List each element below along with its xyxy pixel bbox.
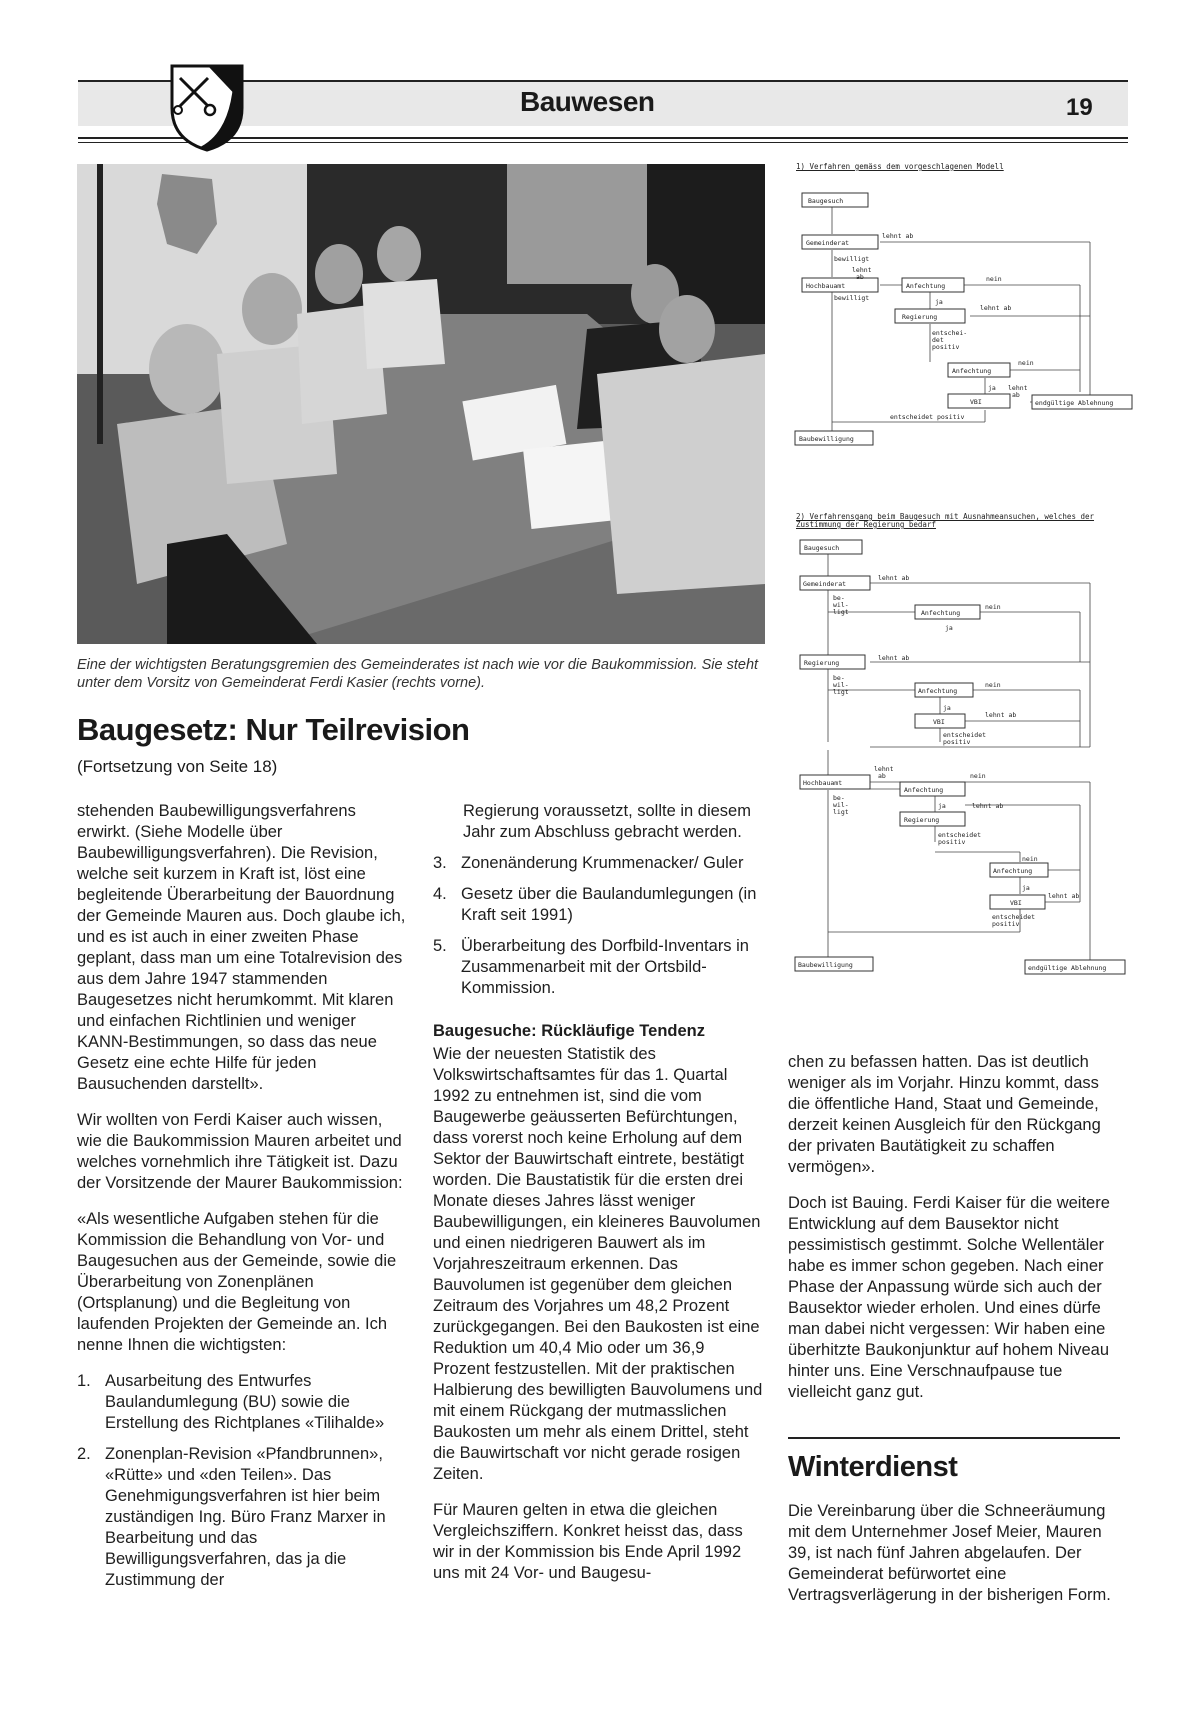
svg-text:Anfechtung: Anfechtung (906, 282, 946, 290)
svg-text:ligt: ligt (833, 808, 849, 816)
svg-text:ab: ab (1012, 391, 1020, 399)
svg-text:Regierung: Regierung (904, 816, 940, 824)
list-item (433, 853, 765, 874)
svg-text:nein: nein (986, 275, 1002, 283)
svg-text:nein: nein (985, 603, 1001, 611)
svg-text:lehnt ab: lehnt ab (972, 802, 1004, 810)
list-text: Ausarbeitung des Entwurfes Baulandumlegung (BU) sowie die Erstellung des Richtplanes «Tilihalde» (105, 1372, 385, 1432)
section-divider (788, 1437, 1120, 1439)
svg-text:lehnt ab: lehnt ab (882, 232, 914, 240)
svg-text:wil-: wil- (833, 681, 849, 689)
svg-text:endgültige Ablehnung: endgültige Ablehnung (1028, 964, 1107, 972)
svg-text:Hochbauamt: Hochbauamt (806, 282, 846, 290)
svg-text:positiv: positiv (932, 343, 960, 351)
svg-text:VBI: VBI (933, 718, 945, 726)
svg-text:nein: nein (985, 681, 1001, 689)
article-continuation: (Fortsetzung von Seite 18) (77, 757, 278, 776)
svg-text:ligt: ligt (833, 688, 849, 696)
list-text: Gesetz über die Baulandumlegungen (in Kraft seit 1991) (461, 885, 757, 924)
svg-text:lehnt ab: lehnt ab (985, 711, 1017, 719)
svg-text:be-: be- (833, 794, 845, 802)
list-number: 3. (433, 854, 447, 872)
svg-text:ab: ab (878, 772, 886, 780)
col2-lead: Regierung voraussetzt, sollte in diesem Jahr zum Abschluss gebracht werden. (463, 802, 751, 841)
svg-text:Anfechtung: Anfechtung (993, 867, 1033, 875)
photo-caption: Eine der wichtigsten Beratungsgremien des Gemeinderates ist nach wie vor die Baukommission. Sie steht unter dem Vorsitz von Gemeinderat Ferdi Kasier (rechts vorne). (77, 657, 759, 691)
svg-text:positiv: positiv (992, 920, 1020, 928)
svg-text:entscheidet: entscheidet (992, 913, 1036, 921)
svg-text:positiv: positiv (938, 838, 966, 846)
list-number: 5. (433, 937, 447, 955)
svg-text:endgültige Ablehnung: endgültige Ablehnung (1035, 399, 1114, 407)
svg-text:bewilligt: bewilligt (834, 294, 870, 302)
svg-text:ja: ja (938, 802, 946, 810)
svg-text:Gemeinderat: Gemeinderat (806, 239, 850, 247)
svg-text:lehnt: lehnt (874, 765, 894, 773)
list-item (77, 1444, 407, 1591)
svg-text:Gemeinderat: Gemeinderat (803, 580, 847, 588)
svg-text:be-: be- (833, 594, 845, 602)
svg-text:Hochbauamt: Hochbauamt (803, 779, 843, 787)
meeting-photo (77, 164, 765, 644)
svg-text:lehnt ab: lehnt ab (878, 654, 910, 662)
svg-text:Anfechtung: Anfechtung (918, 687, 958, 695)
svg-text:ligt: ligt (833, 608, 849, 616)
col3-paragraph: Doch ist Bauing. Ferdi Kaiser für die weitere Entwicklung auf dem Bausektor nicht pessimistisch gestimmt. Solche Wellentäler habe es immer schon gegeben. Nach einer Phase der Anpassung würde sich auch der Bausektor wieder erholen. Und eines dürfe man dabei nicht vergessen: Wir haben eine überhitzte Baukonjunktur auf hohem Niveau hinter uns. Eine Verschnaufpause tue vielleicht ganz gut. (788, 1194, 1110, 1401)
diagram-1-title: 1) Verfahren gemäss dem vorgeschlagenen Modell (796, 162, 1004, 171)
svg-text:Baugesuch: Baugesuch (808, 197, 844, 205)
coat-of-arms-icon (168, 62, 246, 152)
svg-text:entscheidet: entscheidet (938, 831, 982, 839)
svg-text:Baubewilligung: Baubewilligung (799, 435, 854, 443)
page-number: 19 (1066, 94, 1093, 121)
col1-paragraph: Wir wollten von Ferdi Kaiser auch wissen, wie die Baukommission Mauren arbeitet und welches vornehmlich ihre Tätigkeit ist. Dazu der Vorsitzende der Maurer Baukommission: (77, 1111, 403, 1192)
list-text: Überarbeitung des Dorfbild-Inventars in Zusammenarbeit mit der Ortsbild-Kommission. (461, 937, 749, 997)
svg-text:Anfechtung: Anfechtung (952, 367, 992, 375)
list-number: 2. (77, 1445, 91, 1463)
winterdienst-headline: Winterdienst (788, 1451, 958, 1483)
section-title: Bauwesen (520, 86, 655, 117)
list-number: 4. (433, 885, 447, 903)
svg-text:be-: be- (833, 674, 845, 682)
svg-text:ab: ab (856, 273, 864, 281)
task-list-2 (433, 853, 765, 999)
svg-text:lehnt ab: lehnt ab (1048, 892, 1080, 900)
svg-text:positiv: positiv (943, 738, 971, 746)
svg-text:det: det (932, 336, 944, 344)
diagram-2-title-line2: Zustimmung der Regierung bedarf (796, 520, 936, 529)
svg-text:entscheidet positiv: entscheidet positiv (890, 413, 965, 421)
article-column-1 (77, 801, 407, 1609)
svg-text:wil-: wil- (833, 601, 849, 609)
svg-text:ja: ja (1022, 884, 1030, 892)
article-column-3 (788, 1052, 1122, 1418)
svg-text:nein: nein (1022, 855, 1038, 863)
svg-text:Anfechtung: Anfechtung (904, 786, 944, 794)
svg-text:entschei-: entschei- (932, 329, 968, 337)
svg-text:Regierung: Regierung (804, 659, 840, 667)
svg-text:entscheidet: entscheidet (943, 731, 987, 739)
col1-paragraph: «Als wesentliche Aufgaben stehen für die Kommission die Behandlung von Vor- und Baugesuchen aus der Gemeinde, sowie die Überarbeitung von Zonenplänen (Ortsplanung) und die Begleitung von laufenden Projekten der Gemeinde an. Ich nenne Ihnen die wichtigsten: (77, 1210, 397, 1354)
diagram-2-title-line1: 2) Verfahrensgang beim Baugesuch mit Ausnahmeansuchen, welches der (796, 512, 1095, 521)
col2-paragraph: Wie der neuesten Statistik des Volkswirtschaftsamtes für das 1. Quartal 1992 zu entnehmen ist, sind die vom Baugewerbe geäusserten Befürchtungen, dass vorerst noch keine Erholung auf dem Sektor der Bauwirtschaft eintrete, bestätigt worden. Die Baustatistik für die ersten drei Monate dieses Jahres lässt weniger Baubewilligungen, ein kleineres Bauvolumen und einen niedrigeren Bauwert als im Vorjahreszeitraum erkennen. Das Bauvolumen ist gegenüber dem gleichen Zeitraum des Vorjahres um 48,2 Prozent zurückgegangen. Bei den Baukosten ist eine Reduktion um 40,4 Mio oder um 36,9 Prozent festzustellen. Mit der praktischen Halbierung des bewilligten Bauvolumens und mit einem Rückgang der mutmasslichen Baukosten um mehr als einem Drittel, steht die Bauwirtschaft vor nicht gerade rosigen Zeiten. (433, 1045, 763, 1483)
svg-text:lehnt: lehnt (852, 266, 872, 274)
svg-text:ja: ja (935, 298, 943, 306)
svg-text:Anfechtung: Anfechtung (921, 609, 961, 617)
svg-text:ja: ja (943, 704, 951, 712)
svg-text:bewilligt: bewilligt (834, 255, 870, 263)
list-item (433, 936, 765, 999)
col3-paragraph: chen zu befassen hatten. Das ist deutlich weniger als im Vorjahr. Hinzu kommt, dass die öffentliche Hand, Staat und Gemeinde, derzeit keinen Ausgleich für den Rückgang der privaten Bautätigkeit zu schaffen vermögen». (788, 1053, 1101, 1176)
svg-text:lehnt ab: lehnt ab (980, 304, 1012, 312)
svg-text:ja: ja (988, 384, 996, 392)
col2-paragraph: Für Mauren gelten in etwa die gleichen Vergleichsziffern. Konkret heisst das, dass wir in der Kommission bis Ende April 1992 uns mit 24 Vor- und Baugesu- (433, 1501, 743, 1582)
procedure-diagram-2 (790, 512, 1135, 977)
svg-text:nein: nein (1018, 359, 1034, 367)
svg-text:ja: ja (945, 624, 953, 632)
list-item (77, 1371, 407, 1434)
svg-text:VBI: VBI (970, 398, 982, 406)
svg-text:Baubewilligung: Baubewilligung (798, 961, 853, 969)
svg-text:Regierung: Regierung (902, 313, 938, 321)
svg-text:lehnt ab: lehnt ab (878, 574, 910, 582)
article-column-2 (433, 801, 765, 1599)
list-item (433, 884, 765, 926)
svg-text:VBI: VBI (1010, 899, 1022, 907)
list-number: 1. (77, 1372, 91, 1390)
list-text: Zonenplan-Revision «Pfandbrunnen», «Rütte» und «den Teilen». Das Genehmigungsverfahren ist hier beim zuständigen Ing. Büro Franz Marxer in Bearbeitung und das Bewilligungsverfahren, das ja die Zustimmung der (105, 1445, 386, 1589)
col1-paragraph: stehenden Baubewilligungsverfahrens erwirkt. (Siehe Modelle über Baubewilligungsverfahren). Die Revision, welche seit kurzem in Kraft ist, löst eine begleitende Überarbeitung der Bauordnung der Gemeinde Mauren aus. Doch glaube ich, und es ist auch in einer zweiten Phase geplant, dass man um eine Totalrevision des aus dem Jahre 1947 stammenden Baugesetzes nicht herumkommt. Mit klaren und einfachen Richtlinien und weniger KANN-Bestimmungen, so dass das neue Gesetz eine echte Hilfe für jeden Bausuchenden darstellt». (77, 802, 406, 1093)
winterdienst-text: Die Vereinbarung über die Schneeräumung mit dem Unternehmer Josef Meier, Mauren 39, ist nach fünf Jahren abgelaufen. Der Gemeinderat befürwortet eine Vertragsverlägerung in der bisherigen Form. (788, 1502, 1111, 1604)
svg-text:Baugesuch: Baugesuch (804, 544, 840, 552)
procedure-diagram-1 (790, 162, 1135, 452)
subheading-baugesuche: Baugesuche: Rückläufige Tendenz (433, 1022, 705, 1040)
article-headline: Baugesetz: Nur Teilrevision (77, 712, 470, 747)
list-text: Zonenänderung Krummenacker/ Guler (461, 854, 744, 872)
svg-text:wil-: wil- (833, 801, 849, 809)
svg-text:nein: nein (970, 772, 986, 780)
task-list-1 (77, 1371, 407, 1591)
svg-text:lehnt: lehnt (1008, 384, 1028, 392)
